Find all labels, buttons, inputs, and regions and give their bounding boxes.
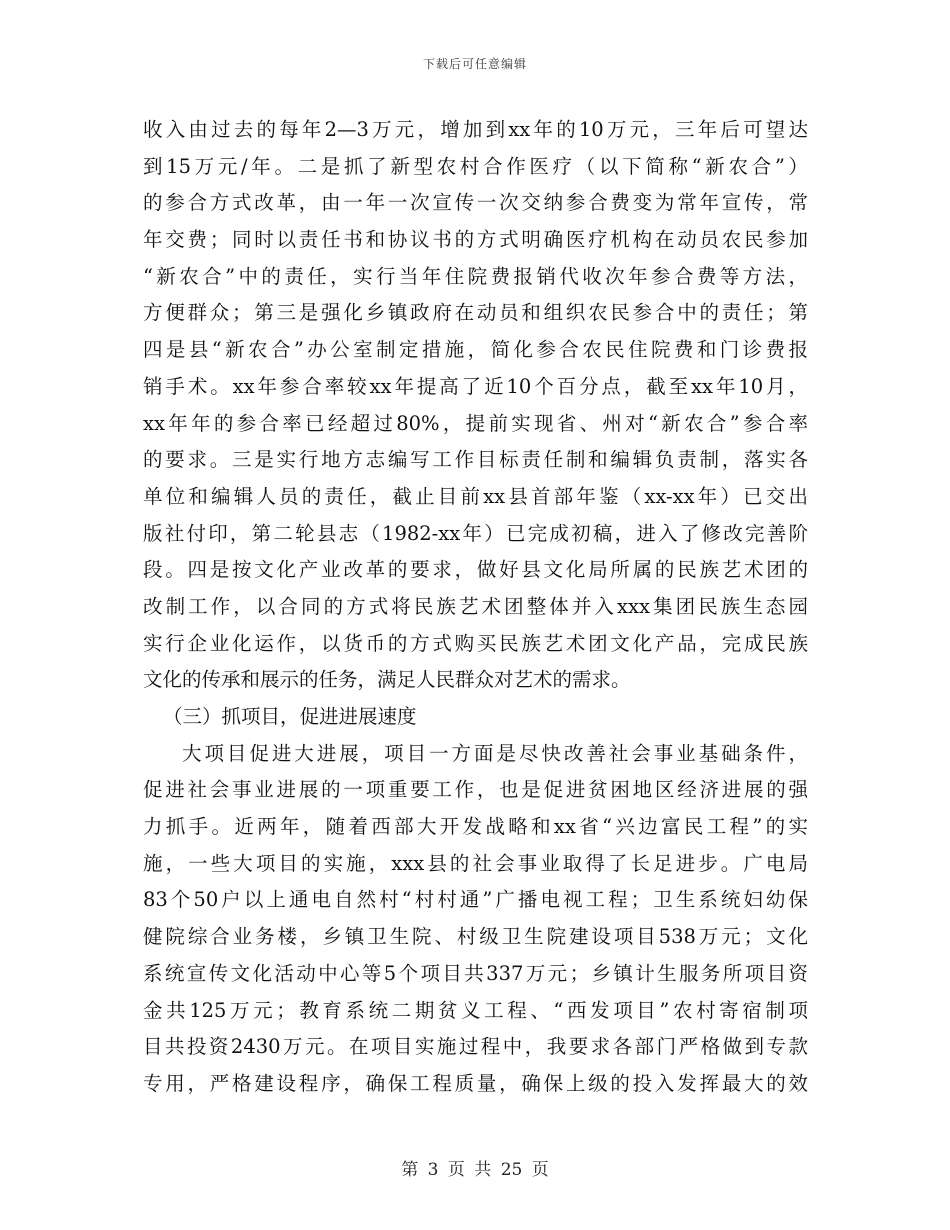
body-line: 年交费；同时以责任书和协议书的方式明确医疗机构在动员农民参加 bbox=[143, 228, 808, 252]
body-line: 专用，严格建设程序，确保工程质量，确保上级的投入发挥最大的效 bbox=[143, 1071, 808, 1095]
body-line: 83个50户以上通电自然村“村村通”广播电视工程；卫生系统妇幼保 bbox=[143, 888, 808, 912]
body-line: 施，一些大项目的实施，xxx县的社会事业取得了长足进步。广电局 bbox=[143, 851, 808, 875]
body-line: 方便群众；第三是强化乡镇政府在动员和组织农民参合中的责任；第 bbox=[143, 301, 808, 325]
body-line: 目共投资2430万元。在项目实施过程中，我要求各部门严格做到专款 bbox=[143, 1035, 808, 1059]
body-line: 力抓手。近两年，随着西部大开发战略和xx省“兴边富民工程”的实 bbox=[143, 815, 808, 839]
body-line: 四是县“新农合”办公室制定措施，简化参合农民住院费和门诊费报 bbox=[143, 338, 808, 362]
body-line: 收入由过去的每年2—3万元，增加到xx年的10万元，三年后可望达 bbox=[143, 118, 808, 141]
body-line: 促进社会事业进展的一项重要工作，也是促进贫困地区经济进展的强 bbox=[143, 778, 808, 802]
body-line: 实行企业化运作，以货币的方式购买民族艺术团文化产品，完成民族 bbox=[143, 631, 808, 655]
body-line: 改制工作，以合同的方式将民族艺术团整体并入xxx集团民族生态园 bbox=[143, 594, 808, 618]
body-line: 段。四是按文化产业改革的要求，做好县文化局所属的民族艺术团的 bbox=[143, 558, 808, 582]
body-line: 的参合方式改革，由一年一次宣传一次交纳参合费变为常年宣传，常 bbox=[143, 191, 808, 215]
body-line: 销手术。xx年参合率较xx年提高了近10个百分点，截至xx年10月， bbox=[143, 374, 808, 398]
body-line: 健院综合业务楼，乡镇卫生院、村级卫生院建设项目538万元；文化 bbox=[143, 925, 808, 949]
body-line: 到15万元/年。二是抓了新型农村合作医疗（以下简称“新农合”） bbox=[143, 154, 808, 178]
body-line: 版社付印，第二轮县志（1982-xx年）已完成初稿，进入了修改完善阶 bbox=[143, 521, 808, 545]
section-heading: （三）抓项目，促进进展速度 bbox=[163, 705, 417, 728]
body-line: 单位和编辑人员的责任，截止目前xx县首部年鉴（xx-xx年）已交出 bbox=[143, 484, 808, 508]
body-line: “新农合”中的责任，实行当年住院费报销代收次年参合费等方法， bbox=[143, 264, 808, 288]
body-line: 大项目促进大进展，项目一方面是尽快改善社会事业基础条件， bbox=[182, 741, 808, 765]
body-line: xx年年的参合率已经超过80%，提前实现省、州对“新农合”参合率 bbox=[143, 411, 808, 435]
document-body bbox=[143, 112, 808, 1103]
body-line: 的要求。三是实行地方志编写工作目标责任制和编辑负责制，落实各 bbox=[143, 448, 808, 472]
body-line: 系统宣传文化活动中心等5个项目共337万元；乡镇计生服务所项目资 bbox=[143, 961, 808, 985]
body-line: 文化的传承和展示的任务，满足人民群众对艺术的需求。 bbox=[143, 668, 631, 692]
page-header: 下载后可任意编辑 bbox=[422, 57, 527, 71]
body-line: 金共125万元；教育系统二期贫义工程、“西发项目”农村寄宿制项 bbox=[143, 998, 808, 1022]
page-footer: 第 3 页 共 25 页 bbox=[401, 1160, 549, 1180]
